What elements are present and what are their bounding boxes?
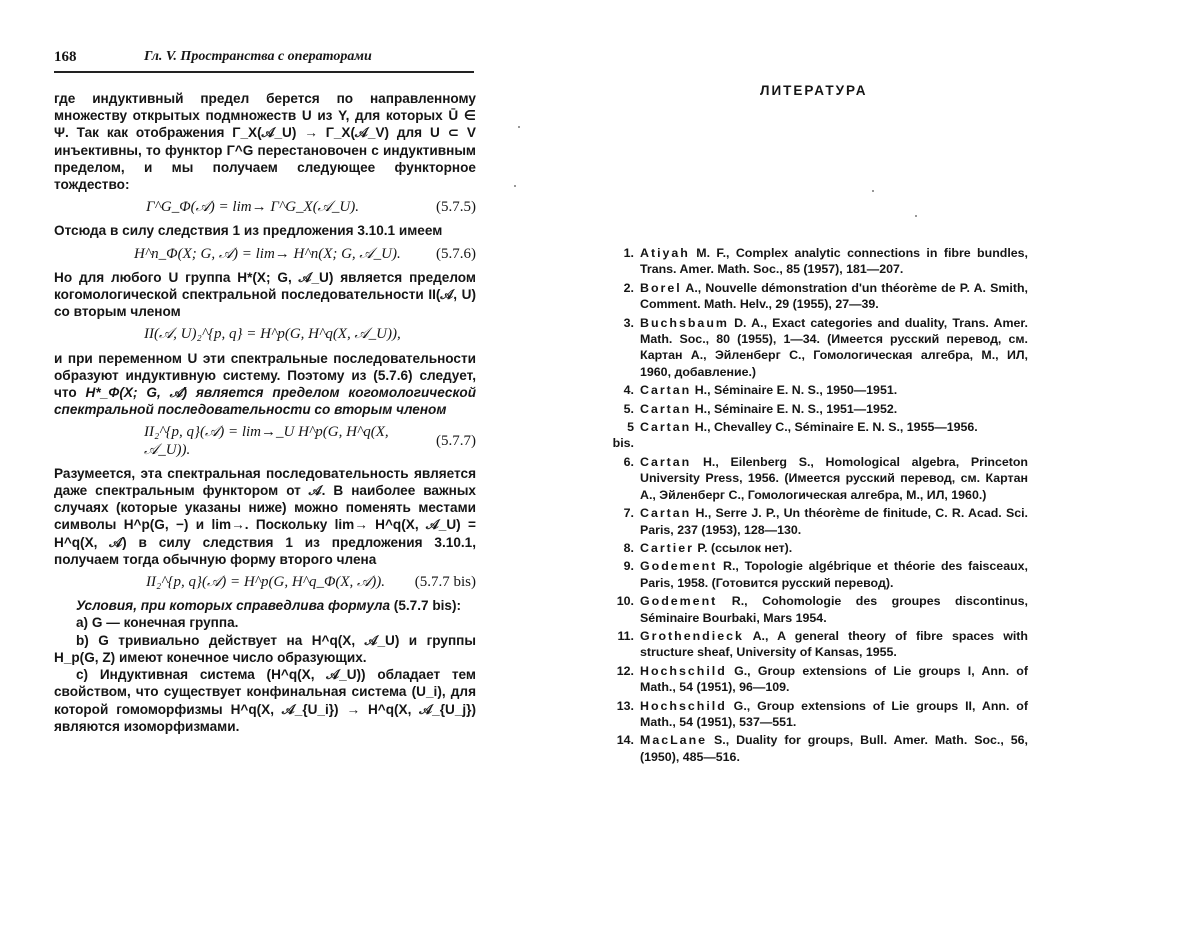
scan-speck (872, 190, 874, 192)
reference-author: Cartan (640, 454, 692, 469)
reference-text (640, 315, 1028, 381)
paragraph-italic-text: H*_Φ(X; G, 𝒜) является пределом когомологической спектральной последовательности со вторым членом (54, 385, 476, 418)
reference-text (640, 540, 1028, 556)
formula-expression: II₂^{p, q}(𝒜) = lim→_U H^p(G, H^q(X, 𝒜_U)). (144, 424, 389, 458)
reference-item (610, 540, 1028, 556)
paragraph (54, 350, 476, 419)
paragraph: Отсюда в силу следствия 1 из предложения 3.10.1 имеем (54, 223, 443, 239)
reference-item (610, 401, 1028, 417)
reference-number: 2. (623, 280, 634, 295)
page-number: 168 (54, 49, 77, 65)
paragraph: где индуктивный предел берется по направленному множеству открытых подмножеств U из Y, для которых Ū ∈ Ψ. Так как отображения Γ_X(𝒜_U) → Γ_X(𝒜_V) для U ⊂ V инъективны, то функтор Γ^G перестановочен с индуктивным пределом, и мы получаем следующее функторное тождество: (54, 91, 476, 193)
reference-details: R., Topologie algébrique et théorie des faisceaux, Paris, 1958. (Готовится русский перевод). (640, 559, 1028, 590)
reference-details: H., Eilenberg S., Homological algebra, Princeton University Press, 1956. (Имеется русский перевод, см. Картан А., Эйленберг С., Гомологическая алгебра, М., ИЛ, 1960.) (640, 454, 1028, 502)
formula-5-7-7-bis (54, 574, 476, 591)
reference-author: Godement (640, 594, 718, 609)
reference-author: Hochschild (640, 663, 727, 678)
reference-text (640, 663, 1028, 696)
reference-text (640, 401, 1028, 417)
reference-text (640, 628, 1028, 661)
right-page (600, 0, 1200, 927)
reference-details: G., Group extensions of Lie groups I, Ann. of Math., 54 (1951), 96—109. (640, 663, 1028, 695)
reference-text (640, 698, 1028, 731)
reference-number: 11. (617, 628, 634, 643)
reference-number: 6. (623, 454, 634, 469)
formula-second-term (54, 326, 476, 343)
formula-5-7-6 (54, 246, 476, 263)
reference-details: G., Group extensions of Lie groups II, Ann. of Math., 54 (1951), 537—551. (640, 698, 1028, 729)
reference-author: Cartier (640, 540, 694, 555)
reference-details: H., Séminaire E. N. S., 1950—1951. (691, 383, 898, 398)
reference-item (610, 454, 1028, 503)
reference-details: H., Serre J. P., Un théorème de finitude, C. R. Acad. Sci. Paris, 237 (1953), 128—130. (640, 506, 1028, 537)
reference-author: Godement (640, 559, 718, 574)
reference-item (610, 315, 1028, 381)
equation-number: (5.7.7 bis) (414, 574, 476, 591)
reference-text (640, 732, 1028, 765)
reference-details: S., Duality for groups, Bull. Amer. Math. Soc., 56, (1950), 485—516. (640, 733, 1028, 764)
formula-5-7-5 (54, 199, 476, 216)
reference-number: 5 bis. (612, 420, 634, 451)
formula-5-7-7 (54, 424, 476, 458)
reference-details: A., A general theory of fibre spaces with structure sheaf, University of Kansas, 1955. (640, 628, 1028, 660)
reference-text (640, 505, 1028, 538)
reference-author: Grothendieck (640, 628, 744, 643)
reference-number: 14. (616, 733, 634, 748)
reference-author: Atiyah (640, 246, 690, 260)
scan-speck (915, 215, 917, 217)
reference-text (640, 245, 1028, 278)
reference-item (610, 698, 1028, 731)
reference-author: Cartan (640, 383, 692, 398)
reference-item (610, 245, 1028, 278)
body-text (54, 90, 476, 735)
reference-details: R., Cohomologie des groupes discontinus, Séminaire Bourbaki, Mars 1954. (640, 594, 1028, 625)
reference-text (640, 382, 1028, 398)
reference-item (610, 663, 1028, 696)
reference-item (610, 593, 1028, 626)
reference-number: 9. (623, 559, 634, 574)
reference-details: H., Séminaire E. N. S., 1951—1952. (691, 401, 898, 416)
equation-number: (5.7.6) (436, 245, 476, 262)
reference-text (640, 558, 1028, 591)
paragraph-text: и при переменном U эти спектральные последовательности образуют индуктивную систему. Поэтому из (5.7.6) следует, что (54, 350, 476, 401)
equation-number: (5.7.5) (436, 199, 476, 216)
reference-number: 3. (623, 315, 634, 330)
reference-author: Borel (640, 280, 682, 295)
reference-item (610, 419, 1028, 452)
bibliography-heading: ЛИТЕРАТУРА (760, 83, 868, 98)
reference-details: M. F., Complex analytic connections in fibre bundles, Trans. Amer. Math. Soc., 85 (1957), 181—207. (640, 246, 1028, 277)
reference-item (610, 628, 1028, 661)
reference-number: 5. (623, 401, 634, 416)
reference-author: Hochschild (640, 698, 727, 713)
reference-number: 10. (616, 594, 634, 609)
reference-details: A., Nouvelle démonstration d'un théorème de P. A. Smith, Comment. Math. Helv., 29 (1955), 27—39. (640, 280, 1028, 312)
reference-item (610, 382, 1028, 398)
reference-author: Cartan (640, 506, 692, 521)
reference-details: P. (ссылок нет). (693, 540, 793, 555)
reference-item (610, 558, 1028, 591)
reference-author: Cartan (640, 420, 692, 435)
reference-text (640, 454, 1028, 503)
formula-expression: II(𝒜, U)₂^{p, q} = H^p(G, H^q(X, 𝒜_U)), (144, 326, 401, 343)
scan-speck (514, 185, 516, 187)
reference-number: 4. (623, 383, 634, 398)
running-head (54, 49, 474, 73)
formula-expression: II₂^{p, q}(𝒜) = H^p(G, H^q_Φ(X, 𝒜)). (146, 574, 385, 591)
paragraph: Но для любого U группа H*(X; G, 𝒜_U) является пределом когомологической спектральной последовательности II(𝒜, U) со вторым членом (54, 269, 476, 320)
reference-author: MacLane (640, 733, 708, 748)
reference-author: Cartan (640, 401, 692, 416)
reference-item (610, 280, 1028, 313)
paragraph: b) G тривиально действует на H^q(X, 𝒜_U) и группы H_p(G, Z) имеют конечное число образующих. (54, 632, 476, 665)
reference-item (610, 732, 1028, 765)
reference-item (610, 505, 1028, 538)
reference-number: 13. (616, 698, 634, 713)
reference-details: D. A., Exact categories and duality, Trans. Amer. Math. Soc., 80 (1955), 1—34. (Имеется русский перевод, см. Картан А., Эйленберг С., Гомологическая алгебра, М., ИЛ, 1960, добавление.) (640, 315, 1028, 379)
formula-expression: Γ^G_Φ(𝒜) = lim→ Γ^G_X(𝒜_U). (146, 199, 359, 216)
paragraph: Разумеется, эта спектральная последовательность является даже спектральным функтором от 𝒜. В наиболее важных случаях (которые указаны ниже) можно поменять местами символы H^p(G, −) и lim→. Поскольку lim→ H^q(X, 𝒜_U) = H^q(X, 𝒜) в силу следствия 1 из предложения 3.10.1, получаем тогда обычную форму второго члена (54, 465, 476, 567)
formula-expression: H^n_Φ(X; G, 𝒜) = lim→ H^n(X; G, 𝒜_U). (134, 245, 401, 262)
running-title: Гл. V. Пространства с операторами (144, 49, 372, 64)
reference-number: 7. (623, 506, 634, 521)
reference-text (640, 419, 1028, 452)
conditions-reference: (5.7.7 bis): (390, 598, 462, 614)
paragraph: c) Индуктивная система (H^q(X, 𝒜_U)) обладает тем свойством, что существует конфинальная система (U_i), для которой гомоморфизмы H^q(X, 𝒜_{U_i}) → H^q(X, 𝒜_{U_j}) являются изоморфизмами. (54, 667, 476, 734)
equation-number: (5.7.7) (436, 433, 476, 450)
reference-number: 1. (623, 246, 634, 260)
reference-details: H., Chevalley C., Séminaire E. N. S., 1955—1956. (691, 420, 978, 435)
reference-number: 8. (623, 540, 634, 555)
conditions-heading: Условия, при которых справедлива формула (76, 598, 391, 614)
reference-number: 12. (616, 663, 634, 678)
scan-speck (518, 126, 520, 128)
paragraph (54, 597, 476, 614)
paragraph: а) G — конечная группа. (76, 615, 239, 631)
reference-author: Buchsbaum (640, 315, 729, 330)
reference-text (640, 280, 1028, 313)
reference-text (640, 593, 1028, 626)
reference-list (610, 245, 1028, 767)
